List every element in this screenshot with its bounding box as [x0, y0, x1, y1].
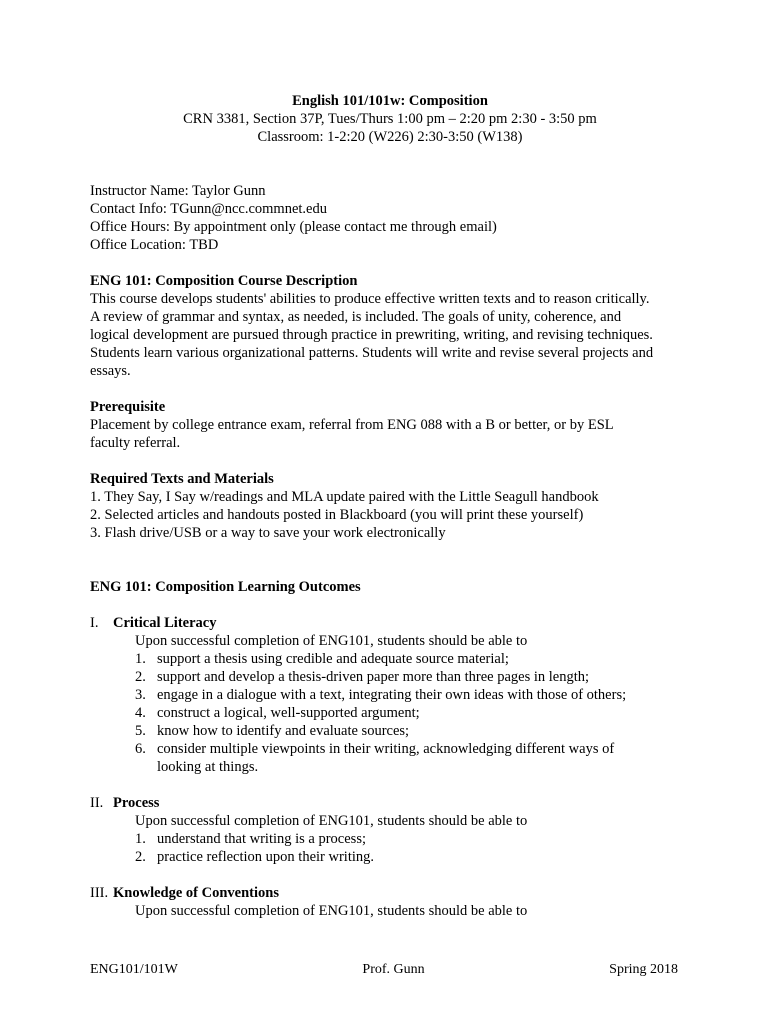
document-title: English 101/101w: Composition [292, 93, 488, 109]
outcome-section-knowledge-of-conventions [90, 884, 690, 920]
syllabus-page [90, 92, 690, 920]
instructor-info [90, 182, 690, 254]
section-title: Knowledge of Conventions [113, 885, 279, 901]
list-item: 3. Flash drive/USB or a way to save your work electronically [90, 525, 446, 541]
instructor-name: Instructor Name: Taylor Gunn [90, 183, 266, 199]
learning-outcomes [90, 578, 690, 920]
footer-course-code: ENG101/101W [90, 962, 178, 977]
outcome-list [90, 650, 690, 776]
paragraph-line: Students learn various organizational patterns. Students will write and revise several projects and [90, 345, 654, 361]
outcome-list [90, 830, 690, 866]
list-item: 1. They Say, I Say w/readings and MLA update paired with the Little Seagull handbook [90, 489, 599, 505]
section-intro: Upon successful completion of ENG101, students should be able to [135, 903, 528, 919]
course-info-line: CRN 3381, Section 37P, Tues/Thurs 1:00 pm – 2:20 pm 2:30 - 3:50 pm [183, 111, 597, 127]
list-item: 2. support and develop a thesis-driven paper more than three pages in length; [135, 669, 590, 685]
page-footer [90, 961, 678, 979]
list-item: 2. Selected articles and handouts posted in Blackboard (you will print these yourself) [90, 507, 584, 523]
footer-instructor: Prof. Gunn [362, 962, 425, 977]
document-header [90, 92, 690, 146]
paragraph-line: This course develops students' abilities to produce effective written texts and to reason critically. [90, 291, 650, 307]
list-item: 1. support a thesis using credible and adequate source material; [135, 651, 509, 667]
paragraph-line: A review of grammar and syntax, as needed, is included. The goals of unity, coherence, and [90, 309, 622, 325]
materials-list [90, 488, 690, 542]
office-location: Office Location: TBD [90, 237, 219, 253]
contact-info: Contact Info: TGunn@ncc.commnet.edu [90, 201, 327, 217]
section-heading: ENG 101: Composition Course Description [90, 273, 358, 289]
prerequisite [90, 398, 690, 452]
paragraph-line: faculty referral. [90, 435, 181, 451]
list-item: 6. consider multiple viewpoints in their writing, acknowledging different ways of looking at things. [135, 741, 615, 775]
footer-term: Spring 2018 [609, 962, 678, 977]
section-numeral: III. [90, 885, 109, 901]
section-heading: Prerequisite [90, 399, 166, 415]
required-materials [90, 470, 690, 542]
section-intro: Upon successful completion of ENG101, students should be able to [135, 633, 528, 649]
classroom-line: Classroom: 1-2:20 (W226) 2:30-3:50 (W138) [257, 129, 523, 145]
outcome-section-critical-literacy [90, 614, 690, 776]
list-item: 5. know how to identify and evaluate sources; [135, 723, 410, 739]
list-item: 2. practice reflection upon their writing. [135, 849, 375, 865]
section-numeral: II. [90, 795, 104, 811]
course-description [90, 272, 690, 380]
paragraph-line: essays. [90, 363, 131, 379]
outcome-section-process [90, 794, 690, 866]
section-title: Critical Literacy [113, 615, 217, 631]
section-heading: Required Texts and Materials [90, 471, 274, 487]
list-item: 1. understand that writing is a process; [135, 831, 366, 847]
list-item: 4. construct a logical, well-supported argument; [135, 705, 420, 721]
section-heading: ENG 101: Composition Learning Outcomes [90, 579, 361, 595]
list-item: 3. engage in a dialogue with a text, integrating their own ideas with those of others; [135, 687, 627, 703]
paragraph-line: Placement by college entrance exam, referral from ENG 088 with a B or better, or by ESL [90, 417, 614, 433]
section-intro: Upon successful completion of ENG101, students should be able to [135, 813, 528, 829]
section-title: Process [113, 795, 160, 811]
section-numeral: I. [90, 615, 99, 631]
office-hours: Office Hours: By appointment only (please contact me through email) [90, 219, 497, 235]
paragraph-line: logical development are pursued through practice in prewriting, writing, and revising techniques. [90, 327, 653, 343]
